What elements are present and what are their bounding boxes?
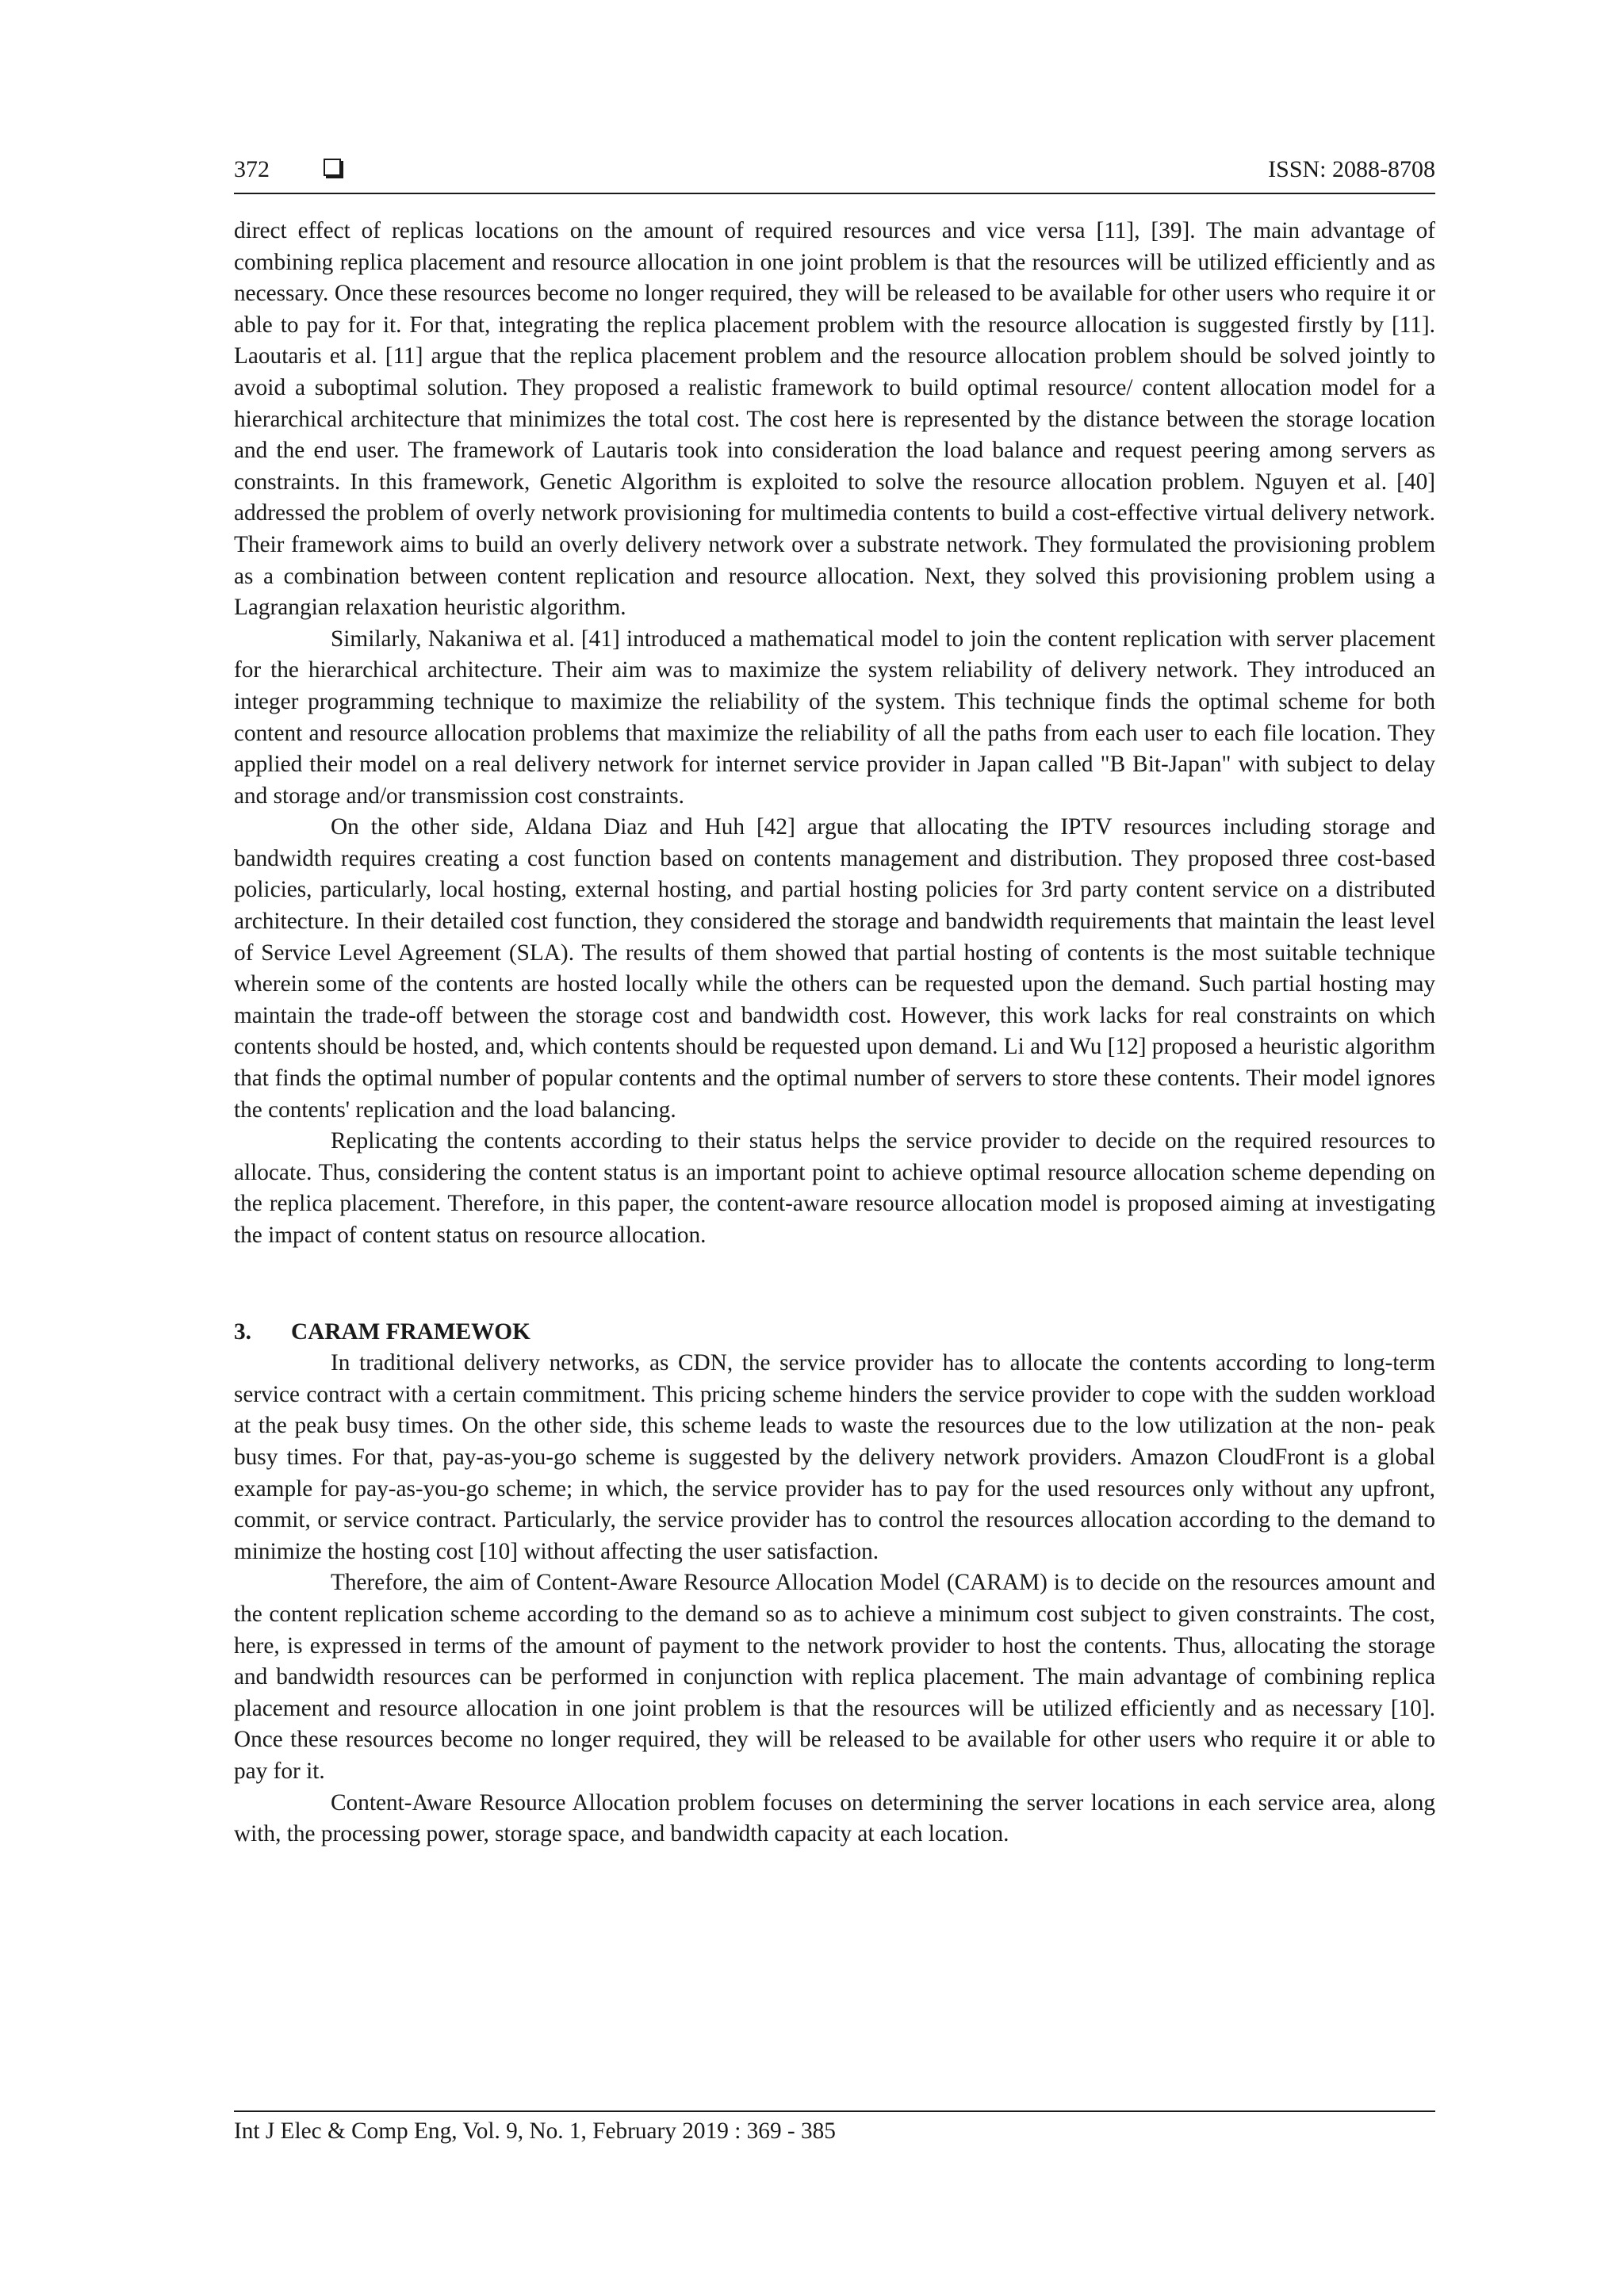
section-title: CARAM FRAMEWOK (291, 1318, 530, 1345)
paragraph-continued: direct effect of replicas locations on the amount of required resources and vice versa [11], [39]. The main advantage of combining replica placement and resource allocation in one joint problem is that the resources will be utilized efficiently and as necessary. Once these resources become no longer required, they will be released to be available for other users who require it or able to pay for it. For that, integrating the replica placement problem with the resource allocation is suggested firstly by [11]. Laoutaris et al. [11] argue that the replica placement problem and the resource allocation problem should be solved jointly to avoid a suboptimal solution. They proposed a realistic framework to build optimal resource/ content allocation model for a hierarchical architecture that minimizes the total cost. The cost here is represented by the distance between the storage location and the end user. The framework of Lautaris took into consideration the load balance and request peering among servers as constraints. In this framework, Genetic Algorithm is exploited to solve the resource allocation problem. Nguyen et al. [40] addressed the problem of overly network provisioning for multimedia contents to build a cost-effective virtual delivery network. Their framework aims to build an overly delivery network over a substrate network. They formulated the provisioning problem as a combination between content replication and resource allocation. Next, they solved this provisioning problem using a Lagrangian relaxation heuristic algorithm. (234, 218, 1435, 621)
section-number: 3. (234, 1318, 251, 1345)
paragraph: On the other side, Aldana Diaz and Huh [42] argue that allocating the IPTV resources including storage and bandwidth requires creating a cost function based on contents management and distribution. They proposed three cost-based policies, particularly, local hosting, external hosting, and partial hosting policies for 3rd party content service on a distributed architecture. In their detailed cost function, they considered the storage and bandwidth requirements that maintain the least level of Service Level Agreement (SLA). The results of them showed that partial hosting of contents is the most suitable technique wherein some of the contents are hosted locally while the others can be requested upon the demand. Such partial hosting may maintain the trade-off between the storage cost and bandwidth cost. However, this work lacks for real constraints on which contents should be hosted, and, which contents should be requested upon demand. Li and Wu [12] proposed a heuristic algorithm that finds the optimal number of popular contents and the optimal number of servers to store these contents. Their model ignores the contents' replication and the load balancing. (234, 814, 1435, 1123)
issn-label: ISSN: 2088-8708 (1268, 156, 1435, 182)
page-number: 372 (234, 156, 270, 182)
main-text (234, 216, 1435, 1850)
paragraph: Replicating the contents according to their status helps the service provider to decide on the required resources to allocate. Thus, considering the content status is an important point to achieve optimal resource allocation scheme depending on the replica placement. Therefore, in this paper, the content-aware resource allocation model is proposed aiming at investigating the impact of content status on resource allocation. (234, 1128, 1435, 1248)
paragraph: Similarly, Nakaniwa et al. [41] introduced a mathematical model to join the content replication with server placement for the hierarchical architecture. Their aim was to maximize the system reliability of delivery network. They introduced an integer programming technique to maximize the reliability of the system. This technique finds the optimal scheme for both content and resource allocation problems that maximize the reliability of all the paths from each user to each file location. They applied their model on a real delivery network for internet service provider in Japan called "B Bit-Japan" with subject to delay and storage and/or transmission cost constraints. (234, 626, 1435, 809)
square-bullet-icon (324, 159, 341, 176)
footer-citation: Int J Elec & Comp Eng, Vol. 9, No. 1, February 2019 : 369 - 385 (234, 2118, 836, 2144)
footer-divider (234, 2110, 1435, 2112)
paragraph: Content-Aware Resource Allocation problem focuses on determining the server locations in each service area, along with, the processing power, storage space, and bandwidth capacity at each location. (234, 1789, 1435, 1847)
section-heading (234, 1317, 1435, 1349)
paragraph: In traditional delivery networks, as CDN, the service provider has to allocate the contents according to long-term service contract with a certain commitment. This pricing scheme hinders the service provider to cope with the sudden workload at the peak busy times. On the other side, this scheme leads to waste the resources due to the low utilization at the non- peak busy times. For that, pay-as-you-go scheme is suggested by the delivery network providers. Amazon CloudFront is a global example for pay-as-you-go scheme; in which, the service provider has to pay for the used resources only without any upfront, commit, or service contract. Particularly, the service provider has to control the resources allocation according to the demand to minimize the hosting cost [10] without affecting the user satisfaction. (234, 1350, 1435, 1564)
paragraph: Therefore, the aim of Content-Aware Resource Allocation Model (CARAM) is to decide on the resources amount and the content replication scheme according to the demand so as to achieve a minimum cost subject to given constraints. The cost, here, is expressed in terms of the amount of payment to the network provider to host the contents. Thus, allocating the storage and bandwidth resources can be performed in conjunction with replica placement. The main advantage of combining replica placement and resource allocation in one joint problem is that the resources will be utilized efficiently and as necessary [10]. Once these resources become no longer required, they will be released to be available for other users who require it or able to pay for it. (234, 1570, 1435, 1784)
header-divider (234, 193, 1435, 194)
page-header (234, 155, 1435, 195)
